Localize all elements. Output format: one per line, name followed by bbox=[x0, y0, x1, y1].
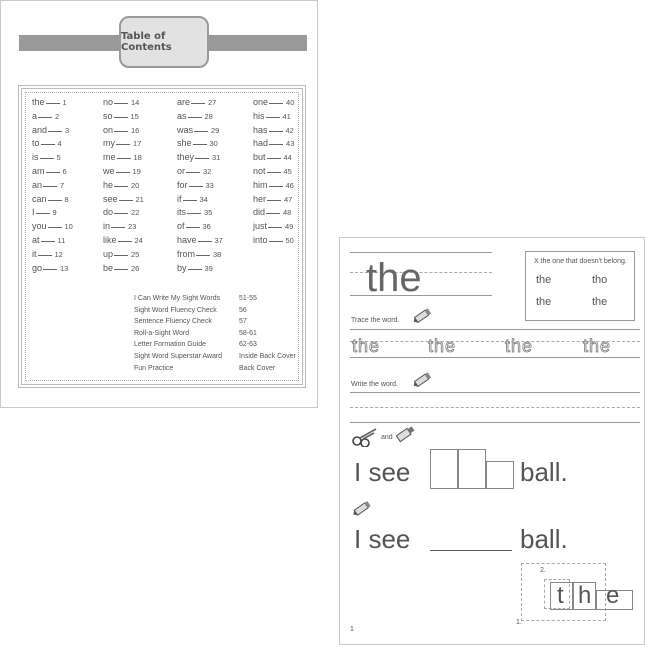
toc-leader-line bbox=[183, 193, 197, 201]
toc-entry[interactable] bbox=[177, 262, 223, 276]
sentence-end: ball. bbox=[520, 457, 568, 487]
toc-extra-label: Letter Formation Guide bbox=[134, 341, 206, 349]
toc-entry[interactable] bbox=[253, 96, 294, 110]
toc-page-number: 38 bbox=[213, 249, 222, 259]
toc-page-number: 6 bbox=[62, 166, 67, 176]
toc-word: in bbox=[103, 221, 111, 232]
pencil-icon bbox=[412, 372, 432, 388]
toc-word: did bbox=[253, 207, 266, 218]
toc-word: go bbox=[32, 262, 43, 273]
toc-entry[interactable] bbox=[103, 220, 144, 234]
toc-entry[interactable] bbox=[177, 151, 223, 165]
toc-entry[interactable] bbox=[177, 96, 223, 110]
toc-entry[interactable] bbox=[103, 193, 144, 207]
worksheet-page bbox=[339, 237, 645, 645]
toc-extra-pages: Inside Back Cover bbox=[239, 352, 296, 360]
toc-page-number: 19 bbox=[132, 166, 141, 176]
featured-word: the bbox=[366, 256, 422, 300]
scissors-icon bbox=[352, 427, 378, 447]
toc-leader-line bbox=[267, 151, 281, 159]
toc-word: a bbox=[32, 110, 38, 121]
toc-entry[interactable] bbox=[32, 234, 73, 248]
letter-box[interactable] bbox=[458, 449, 486, 489]
toc-page-number: 42 bbox=[285, 125, 294, 135]
toc-word: into bbox=[253, 234, 268, 245]
toc-leader-line bbox=[266, 206, 280, 214]
toc-entry[interactable] bbox=[103, 137, 144, 151]
toc-extra-entry[interactable] bbox=[134, 316, 296, 328]
toc-word: like bbox=[103, 234, 117, 245]
toc-page-number: 1 bbox=[62, 98, 67, 107]
toc-word: not bbox=[253, 165, 266, 176]
toc-page-number: 40 bbox=[286, 98, 295, 107]
toc-entry[interactable] bbox=[103, 124, 144, 138]
toc-leader-line bbox=[116, 165, 130, 173]
step2-label: 2. bbox=[540, 567, 546, 574]
toc-entry[interactable] bbox=[32, 179, 73, 193]
toc-page-number: 46 bbox=[285, 180, 294, 190]
toc-extra-pages: 57 bbox=[239, 318, 247, 326]
toc-leader-line bbox=[269, 124, 283, 132]
trace-word[interactable]: the bbox=[505, 336, 534, 356]
toc-entry[interactable] bbox=[253, 151, 294, 165]
toc-word: at bbox=[32, 234, 40, 245]
toc-entry[interactable] bbox=[103, 262, 144, 276]
letter-t: t bbox=[557, 582, 564, 609]
toc-leader-line bbox=[268, 220, 282, 228]
toc-word: up bbox=[103, 248, 114, 259]
toc-leader-line bbox=[194, 124, 208, 132]
toc-word: of bbox=[177, 221, 185, 232]
toc-page-number: 39 bbox=[204, 263, 213, 273]
glue-icon bbox=[395, 425, 417, 443]
toc-leader-line bbox=[114, 124, 128, 132]
letter-h: h bbox=[578, 582, 592, 609]
toc-word: have bbox=[177, 234, 197, 245]
toc-leader-line bbox=[188, 262, 202, 270]
toc-extra-pages: 51-55 bbox=[239, 295, 257, 302]
toc-page-number: 37 bbox=[214, 235, 223, 245]
pencil-icon bbox=[412, 308, 432, 324]
toc-leader-line bbox=[266, 110, 280, 118]
toc-page-number: 48 bbox=[283, 208, 292, 218]
sentence-start: I see bbox=[354, 457, 411, 487]
toc-entry[interactable] bbox=[32, 96, 73, 110]
toc-word: they bbox=[177, 152, 195, 163]
toc-leader-line bbox=[41, 234, 55, 242]
toc-entry[interactable] bbox=[32, 151, 73, 165]
toc-leader-line bbox=[48, 124, 62, 132]
toc-page-number: 29 bbox=[211, 125, 220, 135]
odd-word[interactable]: the bbox=[592, 296, 608, 308]
toc-word: he bbox=[103, 179, 114, 190]
toc-word: an bbox=[32, 179, 43, 190]
and-label: and bbox=[381, 434, 393, 441]
toc-page-number: 49 bbox=[285, 222, 294, 232]
toc-leader-line bbox=[43, 262, 57, 270]
toc-page-number: 44 bbox=[283, 153, 292, 163]
toc-word: we bbox=[103, 165, 115, 176]
toc-entry[interactable] bbox=[253, 137, 294, 151]
trace-label: Trace the word. bbox=[351, 317, 400, 324]
toc-page-number: 28 bbox=[204, 111, 213, 121]
toc-page-number: 47 bbox=[284, 194, 293, 204]
toc-page bbox=[0, 0, 318, 408]
toc-extra-label: Roll-a-Sight Word bbox=[134, 329, 190, 337]
toc-entry[interactable] bbox=[253, 234, 294, 248]
toc-page-number: 34 bbox=[199, 194, 208, 204]
toc-leader-line bbox=[188, 110, 202, 118]
sentence-start: I see bbox=[354, 524, 411, 554]
odd-word[interactable]: the bbox=[536, 274, 552, 286]
toc-word: but bbox=[253, 152, 266, 163]
toc-word: her bbox=[253, 193, 267, 204]
toc-extra-pages: Back Cover bbox=[239, 364, 276, 372]
toc-page-number: 12 bbox=[54, 249, 63, 259]
toc-extra-entry[interactable] bbox=[134, 305, 296, 317]
toc-word: him bbox=[253, 179, 268, 190]
toc-page-number: 2 bbox=[55, 111, 60, 121]
toc-word: am bbox=[32, 165, 45, 176]
toc-extra-entry[interactable] bbox=[134, 328, 296, 340]
toc-column bbox=[103, 96, 144, 275]
letter-e: e bbox=[606, 582, 620, 609]
toc-page-number: 24 bbox=[134, 235, 143, 245]
toc-entry[interactable] bbox=[177, 179, 223, 193]
toc-page-number: 5 bbox=[56, 153, 61, 163]
toc-word: by bbox=[177, 262, 187, 273]
toc-entry[interactable] bbox=[32, 124, 73, 138]
toc-entry[interactable] bbox=[103, 206, 144, 220]
toc-word: be bbox=[103, 262, 114, 273]
toc-page-number: 20 bbox=[131, 180, 140, 190]
toc-entry[interactable] bbox=[177, 206, 223, 220]
toc-word: just bbox=[253, 221, 268, 232]
toc-word: my bbox=[103, 138, 115, 149]
toc-word: for bbox=[177, 179, 188, 190]
toc-entry[interactable] bbox=[103, 248, 144, 262]
toc-word: on bbox=[103, 124, 114, 135]
toc-word: as bbox=[177, 110, 187, 121]
toc-word: one bbox=[253, 97, 269, 107]
toc-entry[interactable] bbox=[253, 179, 294, 193]
toc-page-number: 30 bbox=[209, 139, 218, 149]
toc-entry[interactable] bbox=[177, 137, 223, 151]
toc-leader-line bbox=[186, 220, 200, 228]
toc-leader-line bbox=[114, 206, 128, 214]
toc-extra-pages: 62-63 bbox=[239, 341, 257, 349]
toc-extras-list bbox=[134, 293, 296, 374]
toc-entry[interactable] bbox=[32, 110, 73, 124]
toc-leader-line bbox=[41, 137, 55, 145]
toc-page-number: 45 bbox=[283, 166, 292, 176]
odd-word[interactable]: the bbox=[536, 296, 552, 308]
toc-page-number: 33 bbox=[205, 180, 214, 190]
toc-entry[interactable] bbox=[32, 137, 73, 151]
toc-word: has bbox=[253, 124, 268, 135]
toc-leader-line bbox=[189, 179, 203, 187]
toc-page-number: 35 bbox=[204, 208, 213, 218]
toc-entry[interactable] bbox=[253, 124, 294, 138]
toc-page-number: 43 bbox=[286, 139, 295, 149]
letter-box[interactable] bbox=[430, 449, 458, 489]
letter-box[interactable] bbox=[486, 461, 514, 489]
toc-leader-line bbox=[195, 151, 209, 159]
toc-entry[interactable] bbox=[177, 124, 223, 138]
toc-leader-line bbox=[269, 96, 283, 104]
toc-title: Table of Contents bbox=[121, 31, 172, 53]
toc-extra-entry[interactable] bbox=[134, 351, 296, 363]
trace-word[interactable]: the bbox=[352, 336, 381, 356]
sentence-end: ball. bbox=[520, 524, 568, 554]
toc-leader-line bbox=[46, 96, 60, 104]
toc-page-number: 27 bbox=[208, 98, 217, 107]
toc-extra-entry[interactable] bbox=[134, 363, 296, 375]
toc-word: to bbox=[32, 138, 40, 149]
toc-leader-line bbox=[40, 151, 54, 159]
toc-word: is bbox=[32, 152, 39, 163]
toc-column bbox=[177, 96, 223, 275]
toc-word: she bbox=[177, 138, 192, 149]
toc-page-number: 23 bbox=[128, 222, 137, 232]
toc-leader-line bbox=[191, 96, 205, 104]
toc-extra-pages: 58-61 bbox=[239, 329, 257, 337]
toc-page-number: 4 bbox=[57, 139, 62, 149]
toc-entry[interactable] bbox=[32, 206, 73, 220]
toc-leader-line bbox=[38, 248, 52, 256]
toc-entry[interactable] bbox=[103, 96, 144, 110]
toc-leader-line bbox=[48, 193, 62, 201]
toc-leader-line bbox=[114, 96, 128, 104]
toc-word: the bbox=[32, 97, 45, 107]
toc-entry[interactable] bbox=[253, 206, 294, 220]
toc-entry[interactable] bbox=[177, 165, 223, 179]
trace-word[interactable]: the bbox=[583, 336, 612, 356]
toc-leader-line bbox=[43, 179, 57, 187]
toc-leader-line bbox=[269, 179, 283, 187]
toc-word: no bbox=[103, 97, 114, 107]
toc-entry[interactable] bbox=[253, 110, 294, 124]
toc-extra-label: I Can Write My Sight Words bbox=[134, 295, 221, 302]
odd-one-out-instructions: X the one that doesn't belong. bbox=[534, 258, 627, 265]
toc-page-number: 25 bbox=[131, 249, 140, 259]
toc-leader-line bbox=[269, 137, 283, 145]
toc-entry[interactable] bbox=[103, 234, 144, 248]
toc-word: if bbox=[177, 193, 182, 204]
toc-word: can bbox=[32, 193, 47, 204]
toc-page-number: 16 bbox=[131, 125, 140, 135]
toc-page-number: 15 bbox=[130, 111, 139, 121]
toc-word: I bbox=[32, 207, 35, 218]
toc-leader-line bbox=[114, 179, 128, 187]
toc-leader-line bbox=[269, 234, 283, 242]
toc-leader-line bbox=[267, 165, 281, 173]
toc-leader-line bbox=[117, 151, 131, 159]
odd-word[interactable]: tho bbox=[592, 274, 608, 286]
toc-entry[interactable] bbox=[177, 193, 223, 207]
title-plaque bbox=[119, 16, 209, 68]
toc-leader-line bbox=[196, 248, 210, 256]
toc-leader-line bbox=[187, 206, 201, 214]
toc-leader-line bbox=[267, 193, 281, 201]
toc-leader-line bbox=[36, 206, 50, 214]
toc-extra-pages: 56 bbox=[239, 306, 247, 314]
toc-word: and bbox=[32, 124, 48, 135]
toc-page-number: 11 bbox=[57, 235, 66, 245]
toc-leader-line bbox=[193, 137, 207, 145]
trace-word[interactable]: the bbox=[428, 336, 457, 356]
toc-page-number: 17 bbox=[133, 139, 142, 149]
toc-extra-entry[interactable] bbox=[134, 339, 296, 351]
toc-page-number: 41 bbox=[282, 111, 291, 121]
toc-page-number: 10 bbox=[64, 222, 73, 232]
pencil-icon bbox=[352, 500, 374, 518]
toc-leader-line bbox=[186, 165, 200, 173]
toc-leader-line bbox=[198, 234, 212, 242]
toc-leader-line bbox=[114, 262, 128, 270]
toc-word: had bbox=[253, 138, 269, 149]
toc-extra-label: Fun Practice bbox=[134, 364, 174, 372]
toc-entry[interactable] bbox=[103, 179, 144, 193]
toc-extra-entry[interactable] bbox=[134, 293, 296, 305]
toc-leader-line bbox=[111, 220, 125, 228]
page-number: 1 bbox=[350, 626, 354, 633]
toc-page-number: 50 bbox=[285, 235, 294, 245]
toc-word: was bbox=[177, 124, 194, 135]
toc-page-number: 14 bbox=[131, 98, 140, 107]
toc-page-number: 36 bbox=[202, 222, 211, 232]
step1-label: 1. bbox=[516, 619, 522, 626]
toc-column bbox=[253, 96, 294, 248]
toc-page-number: 13 bbox=[60, 263, 69, 273]
toc-entry[interactable] bbox=[177, 248, 223, 262]
toc-entry[interactable] bbox=[177, 220, 223, 234]
toc-entry[interactable] bbox=[103, 165, 144, 179]
toc-leader-line bbox=[38, 110, 52, 118]
toc-extra-label: Sight Word Fluency Check bbox=[134, 306, 217, 314]
toc-word: you bbox=[32, 221, 47, 232]
write-label: Write the word. bbox=[351, 381, 398, 388]
toc-page-number: 22 bbox=[131, 208, 140, 218]
toc-column bbox=[32, 96, 73, 275]
toc-entry[interactable] bbox=[103, 151, 144, 165]
toc-page-number: 26 bbox=[131, 263, 140, 273]
answer-line[interactable] bbox=[430, 550, 512, 551]
toc-leader-line bbox=[116, 137, 130, 145]
odd-one-out-box bbox=[525, 251, 635, 321]
toc-entry[interactable] bbox=[32, 220, 73, 234]
toc-page-number: 8 bbox=[64, 194, 69, 204]
toc-entry[interactable] bbox=[103, 110, 144, 124]
toc-entry[interactable] bbox=[32, 193, 73, 207]
toc-extra-label: Sight Word Superstar Award bbox=[134, 352, 223, 360]
toc-entry[interactable] bbox=[253, 193, 294, 207]
toc-leader-line bbox=[48, 220, 62, 228]
toc-word: are bbox=[177, 97, 191, 107]
toc-entry[interactable] bbox=[177, 110, 223, 124]
toc-page-number: 3 bbox=[65, 125, 70, 135]
toc-entry[interactable] bbox=[177, 234, 223, 248]
toc-leader-line bbox=[114, 248, 128, 256]
toc-extra-label: Sentence Fluency Check bbox=[134, 318, 212, 326]
toc-leader-line bbox=[119, 193, 133, 201]
toc-word: or bbox=[177, 165, 186, 176]
toc-page-number: 18 bbox=[133, 153, 142, 163]
toc-entry[interactable] bbox=[253, 220, 294, 234]
toc-word: do bbox=[103, 207, 114, 218]
toc-entry[interactable] bbox=[32, 165, 73, 179]
toc-page-number: 9 bbox=[52, 208, 57, 218]
toc-leader-line bbox=[118, 234, 132, 242]
toc-entry[interactable] bbox=[32, 262, 73, 276]
toc-entry[interactable] bbox=[253, 165, 294, 179]
toc-word: me bbox=[103, 152, 116, 163]
toc-word: its bbox=[177, 207, 186, 218]
toc-word: it bbox=[32, 248, 37, 259]
toc-entry[interactable] bbox=[32, 248, 73, 262]
toc-leader-line bbox=[114, 110, 128, 118]
toc-word: his bbox=[253, 110, 265, 121]
toc-page-number: 21 bbox=[135, 194, 144, 204]
toc-page-number: 31 bbox=[212, 153, 221, 163]
toc-word: so bbox=[103, 110, 113, 121]
toc-word: see bbox=[103, 193, 118, 204]
toc-word: from bbox=[177, 248, 195, 259]
toc-page-number: 7 bbox=[60, 180, 65, 190]
toc-leader-line bbox=[46, 165, 60, 173]
toc-page-number: 32 bbox=[203, 166, 212, 176]
